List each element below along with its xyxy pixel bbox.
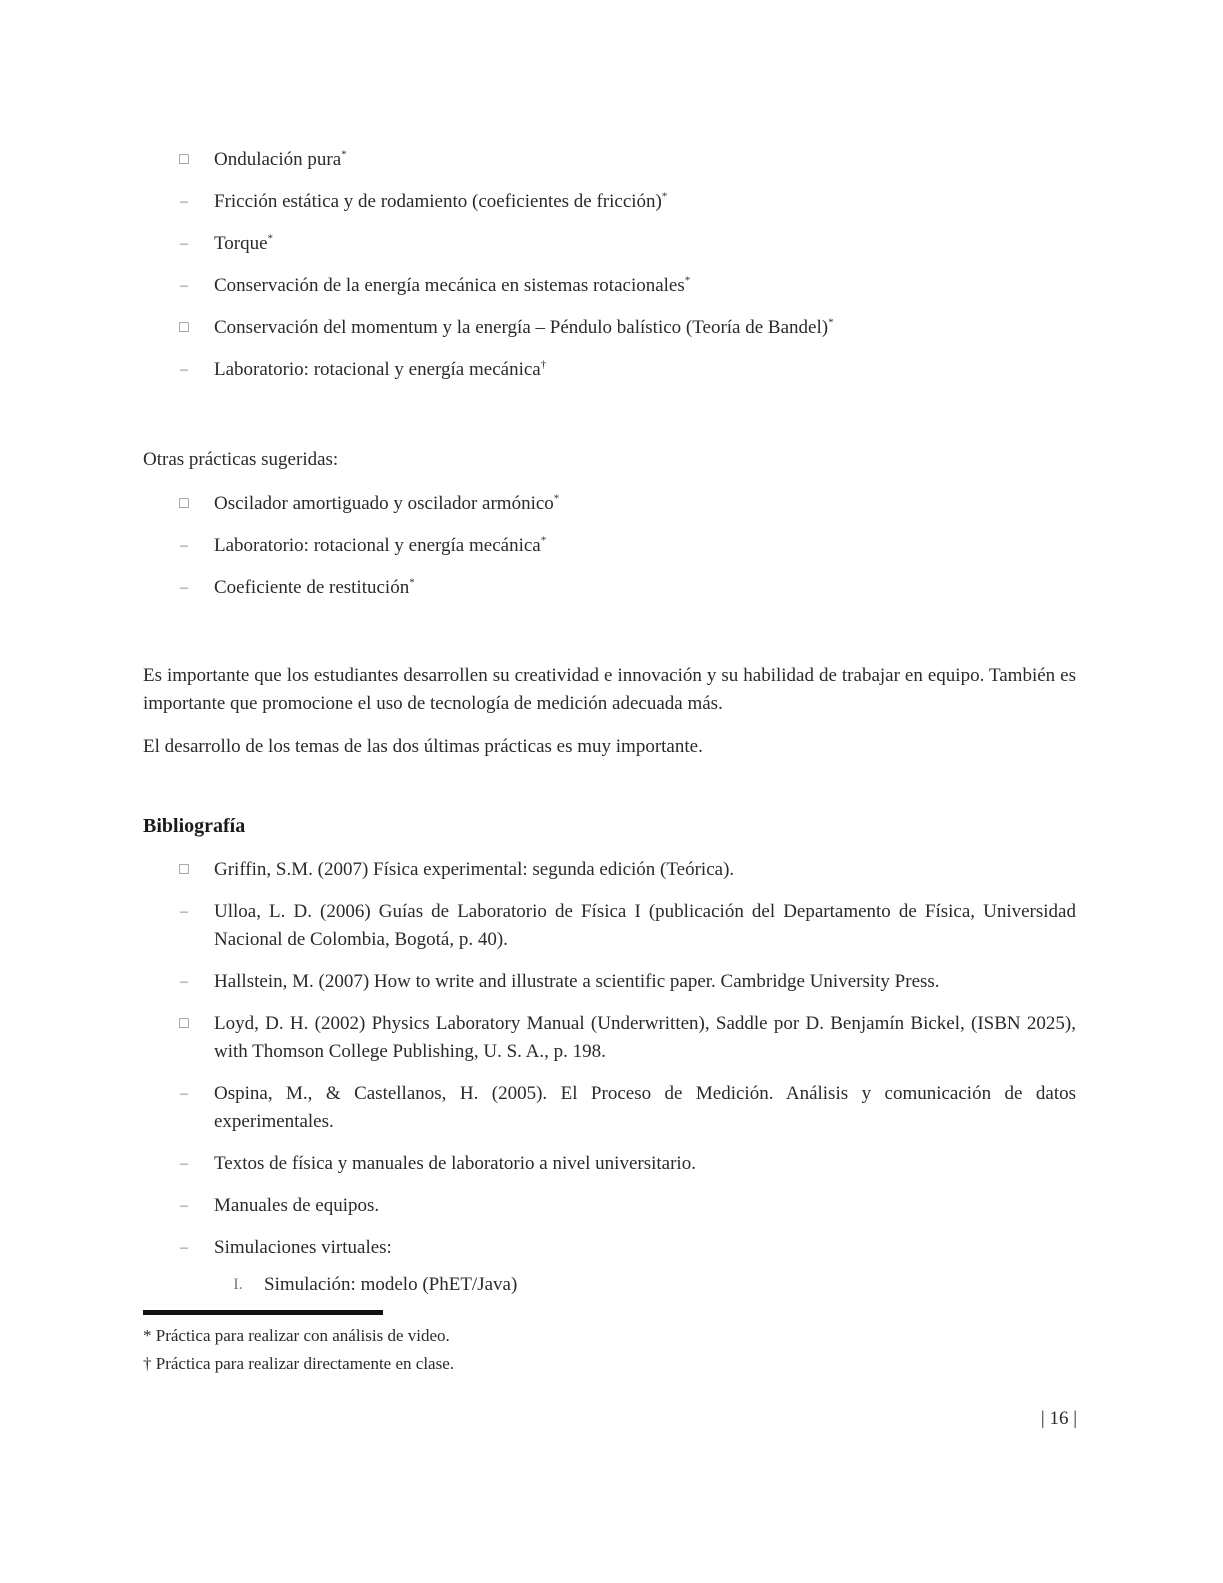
footnote-marker: * — [828, 316, 834, 329]
bullet-icon: – — [180, 361, 188, 378]
footnote-marker: * — [341, 148, 347, 161]
list-item-text — [214, 230, 1076, 258]
bibliography-heading: Bibliografía — [143, 815, 246, 837]
list-item-text — [214, 272, 1076, 300]
list-item-text — [214, 968, 1076, 996]
bullet-icon: □ — [179, 151, 189, 168]
bullet-icon: – — [180, 235, 188, 252]
list-item-text — [214, 1080, 1076, 1136]
list-item-label: Conservación de la energía mecánica en sistemas rotacionales — [214, 275, 685, 296]
bullet-icon: – — [180, 973, 188, 990]
list-item-label: Manuales de equipos. — [214, 1195, 380, 1216]
list-item-text — [214, 188, 1076, 216]
footnote-separator — [143, 1310, 383, 1315]
bullet-icon: – — [180, 1155, 188, 1172]
footnote-marker: * — [540, 534, 547, 547]
list-item-text — [214, 1150, 1076, 1178]
bullet-icon: – — [180, 277, 188, 294]
bullet-icon: – — [180, 537, 188, 554]
list-item-label: Simulaciones virtuales: — [214, 1237, 392, 1258]
list-item-label: Loyd, D. H. (2002) Physics Laboratory Manual (Underwritten), Saddle por D. Benjamín Bickel, (ISBN 2025), with Thomson College Publishing, U. S. A., p. 198. — [214, 1013, 1076, 1062]
footnote-marker: * — [267, 232, 274, 245]
bullet-icon: I. — [233, 1276, 243, 1293]
footnote-marker: * — [684, 274, 691, 287]
list-item-text — [214, 898, 1076, 954]
list-item-text — [214, 146, 1076, 174]
list-item-label: Coeficiente de restitución — [214, 577, 410, 598]
list-item-text — [214, 1192, 1076, 1220]
list-item-text — [214, 1234, 1076, 1262]
list-item-text — [214, 490, 1076, 518]
list-item-text — [214, 1010, 1076, 1066]
list-item-text — [214, 314, 1076, 342]
section-title-other-practices: Otras prácticas sugeridas: — [143, 449, 339, 470]
list-item-label: Hallstein, M. (2007) How to write and illustrate a scientific paper. Cambridge University Press. — [214, 971, 940, 992]
footnote-marker: † — [540, 358, 547, 371]
list-item-label: Ospina, M., & Castellanos, H. (2005). El Proceso de Medición. Análisis y comunicación de datos experimentales. — [214, 1083, 1076, 1132]
list-item-label: Simulación: modelo (PhET/Java) — [264, 1274, 518, 1295]
bullet-icon: □ — [179, 1015, 189, 1032]
footnote-1: * Práctica para realizar con análisis de video. — [143, 1326, 450, 1345]
list-item-label: Oscilador amortiguado y oscilador armónico — [214, 493, 554, 514]
list-item-label: Ondulación pura — [214, 149, 342, 170]
bullet-icon: – — [180, 1085, 188, 1102]
paragraph-creativity: Es importante que los estudiantes desarrollen su creatividad e innovación y su habilidad de trabajar en equipo. También es importante que promocione el uso de tecnología de medición adecuada más. — [143, 665, 1076, 714]
list-item-label: Laboratorio: rotacional y energía mecánica — [214, 359, 541, 380]
bullet-icon: – — [180, 193, 188, 210]
list-item-text — [214, 532, 1076, 560]
list-item-text — [214, 574, 1076, 602]
bullet-icon: – — [180, 579, 188, 596]
footnote-marker: * — [553, 492, 560, 505]
bullet-icon: □ — [179, 861, 189, 878]
list-item-text — [214, 856, 1076, 884]
footnote-marker: * — [661, 190, 668, 203]
footnote-marker: * — [409, 576, 415, 589]
bullet-icon: □ — [179, 319, 189, 336]
paragraph-final-practices: El desarrollo de los temas de las dos últimas prácticas es muy importante. — [143, 736, 703, 757]
list-item-label: Laboratorio: rotacional y energía mecánica — [214, 535, 541, 556]
list-item-label: Griffin, S.M. (2007) Física experimental: segunda edición (Teórica). — [214, 859, 735, 880]
list-item-label: Ulloa, L. D. (2006) Guías de Laboratorio de Física I (publicación del Departamento de Física, Universidad Nacional de Colombia, Bogotá, p. 40). — [214, 901, 1076, 950]
list-item-label: Textos de física y manuales de laboratorio a nivel universitario. — [214, 1153, 696, 1174]
bullet-icon: – — [180, 903, 188, 920]
bullet-icon: □ — [179, 495, 189, 512]
list-item-label: Torque — [214, 233, 268, 254]
footnote-2: † Práctica para realizar directamente en clase. — [143, 1354, 454, 1373]
list-item-label: Fricción estática y de rodamiento (coeficientes de fricción) — [214, 191, 662, 212]
page-number: | 16 | — [1040, 1408, 1077, 1429]
list-item-text — [214, 356, 1076, 384]
bullet-icon: – — [180, 1239, 188, 1256]
list-item-text — [264, 1271, 1126, 1299]
bullet-icon: – — [180, 1197, 188, 1214]
list-item-label: Conservación del momentum y la energía – Péndulo balístico (Teoría de Bandel) — [214, 317, 829, 338]
